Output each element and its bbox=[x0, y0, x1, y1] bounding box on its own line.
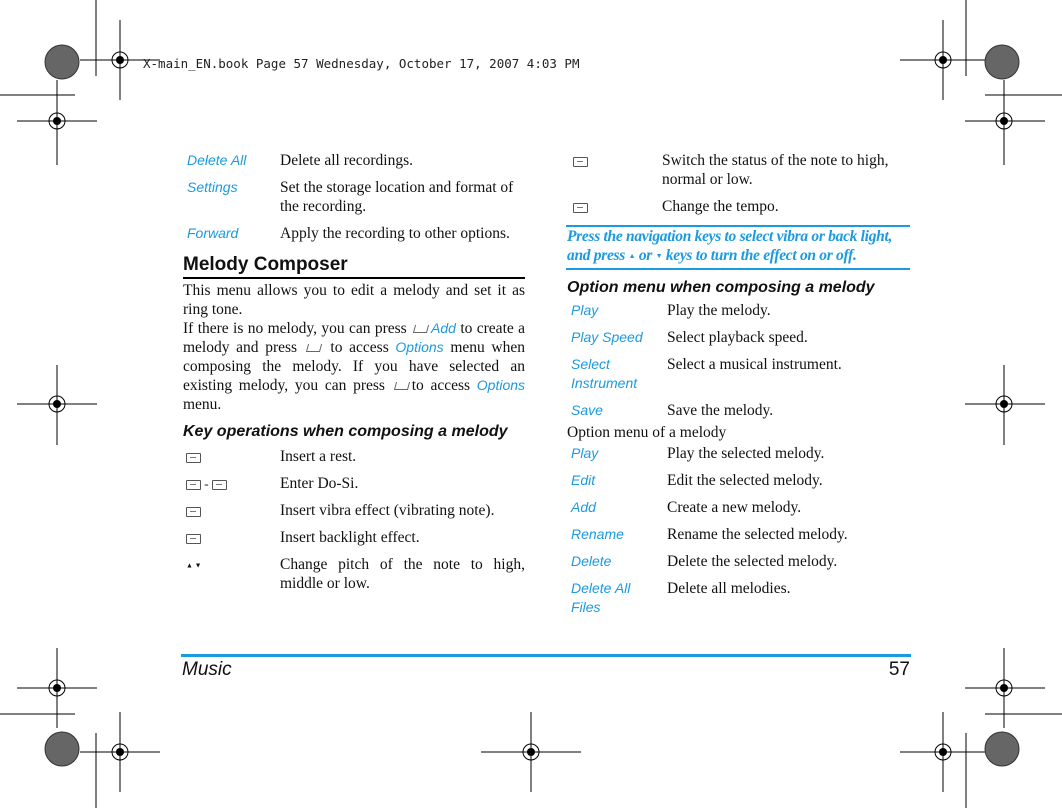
option-desc: Rename the selected melody. bbox=[667, 525, 848, 543]
key-row bbox=[183, 447, 525, 466]
intro-text: menu when composing the melody. If you have selected an existing melody, you can press bbox=[183, 338, 526, 394]
intro-text: menu. bbox=[183, 395, 222, 413]
option-row bbox=[566, 525, 910, 544]
option-row bbox=[183, 178, 525, 216]
option-desc: Select a musical instrument. bbox=[667, 355, 842, 373]
option-desc: Play the selected melody. bbox=[667, 444, 825, 462]
option-desc: Save the melody. bbox=[667, 401, 774, 419]
page-number: 57 bbox=[888, 659, 910, 680]
range-sep: - bbox=[204, 475, 209, 491]
note-text: or bbox=[638, 247, 653, 264]
left-column bbox=[183, 151, 525, 601]
key-desc: Insert backlight effect. bbox=[280, 528, 420, 546]
key-desc: Change pitch of the note to high, middle or low. bbox=[280, 555, 525, 592]
option-row bbox=[183, 151, 525, 170]
option-desc: Delete all melodies. bbox=[667, 579, 791, 597]
hash-key-icon bbox=[566, 151, 662, 189]
section-title: Melody Composer bbox=[183, 254, 348, 275]
star-key-icon bbox=[566, 197, 662, 216]
option-delete-all: Delete All bbox=[187, 152, 247, 168]
note-text: keys to turn the effect on or off. bbox=[665, 247, 857, 264]
option-select-instrument: Select Instrument bbox=[571, 355, 638, 391]
intro-text: If there is no melody, you can press bbox=[183, 319, 407, 337]
key-row bbox=[183, 501, 525, 520]
softkey-icon bbox=[306, 344, 322, 352]
option-desc: Select playback speed. bbox=[667, 328, 808, 346]
intro-text: to create a melody and press bbox=[183, 319, 525, 356]
option-rename: Rename bbox=[571, 525, 624, 542]
key-desc: Insert a rest. bbox=[280, 447, 357, 465]
option-desc: Set the storage location and format of the recording. bbox=[280, 179, 514, 215]
option-row bbox=[566, 498, 910, 517]
option-delete: Delete bbox=[571, 552, 612, 569]
footer-section: Music bbox=[182, 659, 232, 680]
down-icon: ▼ bbox=[655, 251, 663, 260]
option-row bbox=[566, 301, 910, 320]
key-desc: Insert vibra effect (vibrating note). bbox=[280, 501, 495, 519]
key-1-7-icon bbox=[183, 474, 280, 493]
option-row bbox=[566, 401, 910, 420]
option-row bbox=[566, 579, 910, 617]
option-row bbox=[183, 224, 525, 243]
options-keyword: Options bbox=[395, 338, 444, 355]
intro-text: to access bbox=[330, 338, 389, 356]
key-9-icon bbox=[183, 528, 280, 547]
option-desc: Delete the selected melody. bbox=[667, 552, 838, 570]
options-keyword: Options bbox=[476, 376, 526, 393]
add-keyword: Add bbox=[431, 319, 456, 336]
option-delete-all-files: Delete All Files bbox=[571, 579, 631, 615]
softkey-icon bbox=[394, 382, 410, 390]
option-desc: Play the melody. bbox=[667, 301, 771, 319]
note-text: Press the navigation keys to select vibra or back light, and press bbox=[567, 228, 893, 264]
option-desc: Edit the selected melody. bbox=[667, 471, 823, 489]
key-row bbox=[183, 474, 525, 493]
intro-text: This menu allows you to edit a melody and set it as ring tone. bbox=[183, 281, 525, 318]
key-row bbox=[183, 528, 525, 547]
option-forward: Forward bbox=[187, 225, 239, 241]
option-row bbox=[566, 471, 910, 490]
key-8-icon bbox=[183, 501, 280, 520]
title-rule bbox=[183, 277, 525, 279]
option-row bbox=[566, 355, 910, 393]
melody-options-title: Option menu of a melody bbox=[567, 423, 727, 441]
right-column bbox=[566, 151, 910, 625]
option-add: Add bbox=[571, 498, 596, 515]
navigation-note bbox=[566, 225, 910, 270]
key-row bbox=[566, 151, 910, 189]
option-row bbox=[566, 552, 910, 571]
up-icon: ▲ bbox=[628, 251, 636, 260]
option-desc: Create a new melody. bbox=[667, 498, 802, 516]
option-play: Play bbox=[571, 444, 599, 461]
option-play-speed: Play Speed bbox=[571, 328, 643, 345]
option-row bbox=[566, 328, 910, 347]
key-ops-title: Key operations when composing a melody bbox=[183, 422, 508, 440]
option-settings: Settings bbox=[187, 179, 238, 195]
intro-text: to access bbox=[411, 376, 471, 394]
option-play: Play bbox=[571, 301, 599, 318]
option-desc: Apply the recording to other options. bbox=[280, 225, 510, 242]
option-edit: Edit bbox=[571, 471, 596, 488]
key-desc: Enter Do-Si. bbox=[280, 474, 359, 492]
key-desc: Change the tempo. bbox=[662, 198, 779, 215]
key-row bbox=[566, 197, 910, 216]
key-0-icon bbox=[183, 447, 280, 466]
up-down-icon: ▲ ▼ bbox=[186, 561, 202, 570]
key-desc: Switch the status of the note to high, normal or low. bbox=[662, 152, 889, 188]
composing-options-title: Option menu when composing a melody bbox=[567, 278, 875, 296]
key-row bbox=[183, 555, 525, 593]
print-header: X-main_EN.book Page 57 Wednesday, October 17, 2007 4:03 PM bbox=[143, 56, 580, 71]
option-row bbox=[566, 444, 910, 463]
option-desc: Delete all recordings. bbox=[280, 152, 413, 169]
intro-paragraph bbox=[183, 281, 525, 414]
footer-rule bbox=[181, 654, 911, 657]
option-save: Save bbox=[571, 401, 603, 418]
softkey-icon bbox=[413, 325, 429, 333]
